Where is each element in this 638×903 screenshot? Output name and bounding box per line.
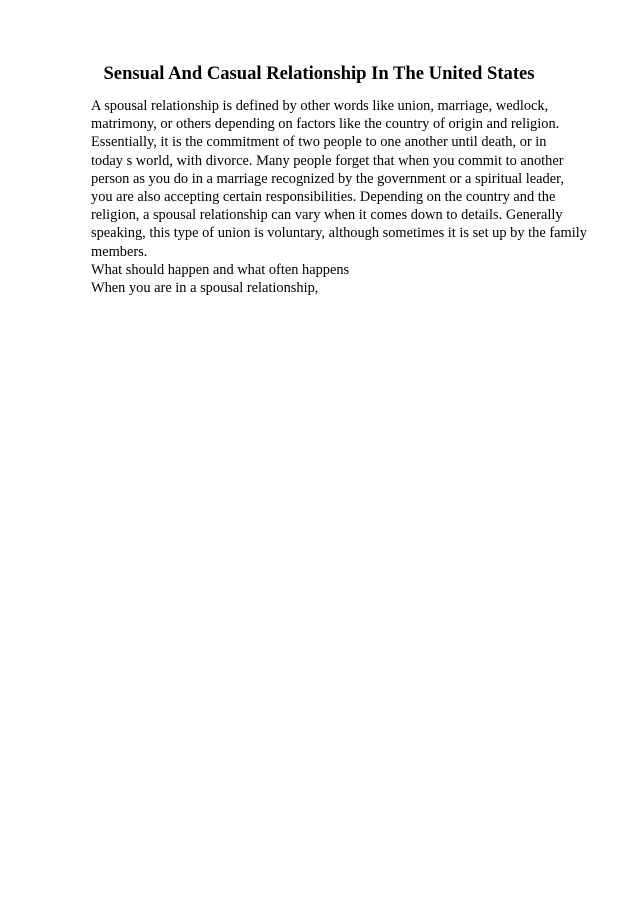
body-line: religion, a spousal relationship can vary when it comes down to details. Generally (91, 207, 563, 224)
body-line: When you are in a spousal relationship, (91, 279, 319, 296)
body-line: A spousal relationship is defined by other words like union, marriage, wedlock, (91, 98, 549, 114)
body-line: speaking, this type of union is voluntary, although sometimes it is set up by the family (91, 225, 587, 242)
body-line: you are also accepting certain responsibilities. Depending on the country and the (91, 188, 556, 205)
body-line: matrimony, or others depending on factors like the country of origin and religion. (91, 116, 560, 133)
body-line: members. (91, 243, 148, 260)
body-line: Essentially, it is the commitment of two people to one another until death, or in (91, 134, 547, 151)
document-body (91, 97, 601, 297)
body-line: person as you do in a marriage recognized by the government or a spiritual leader, (91, 170, 564, 187)
section-heading-line: What should happen and what often happens (91, 261, 350, 278)
body-line: today s world, with divorce. Many people forget that when you commit to another (91, 152, 564, 169)
document-title: Sensual And Casual Relationship In The United States (103, 63, 535, 84)
